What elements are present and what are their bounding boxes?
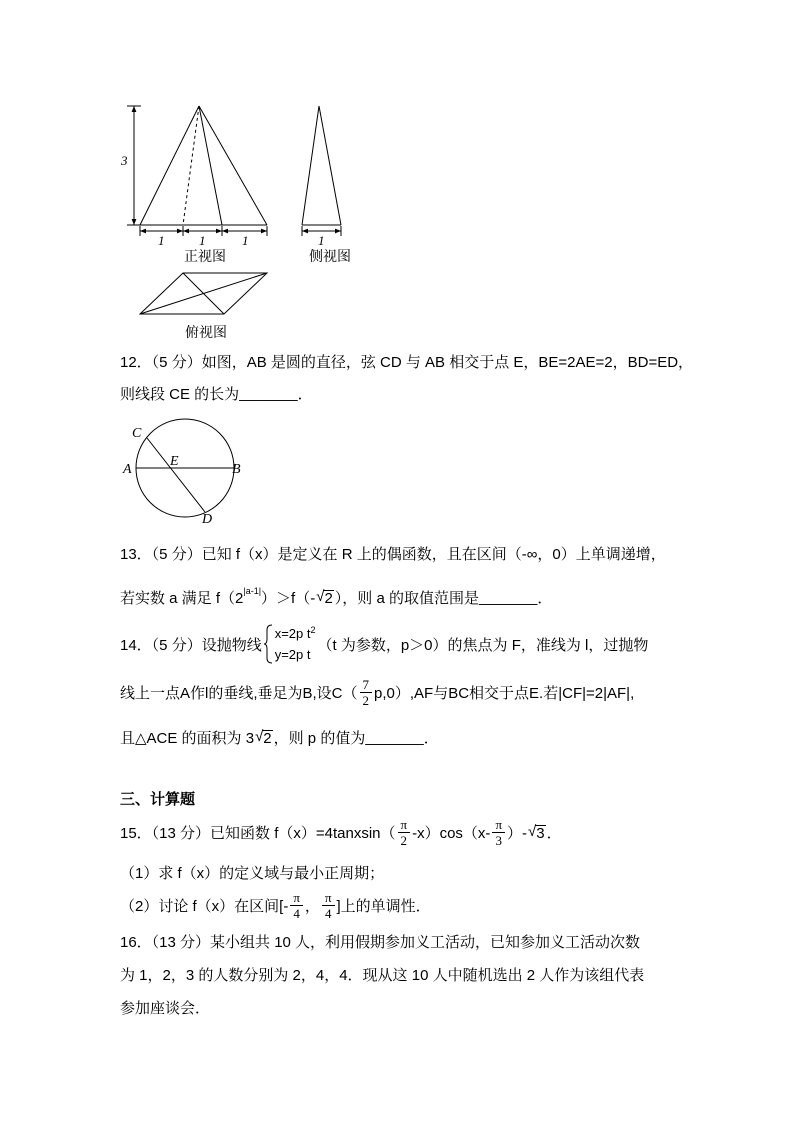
point-label-d: D <box>202 512 213 527</box>
numerator: π <box>492 817 505 833</box>
radicand: 2 <box>263 730 272 747</box>
denominator: 2 <box>400 832 408 848</box>
radicand: 3 <box>536 825 545 842</box>
q14-line-2 <box>120 672 634 712</box>
point-label-b: B <box>232 462 241 477</box>
side-right-edge <box>319 106 341 225</box>
three-view-figure <box>110 95 370 345</box>
height-label: 3 <box>121 153 128 168</box>
q12-text: 则线段 CE 的长为 <box>120 385 240 403</box>
q12-text: ． <box>297 385 313 403</box>
left-brace-icon <box>264 624 273 664</box>
q14-text: p,0）,AF与BC相交于点E.若|CF|=2|AF|, <box>374 684 635 702</box>
square-root <box>316 588 334 606</box>
front-inner-edge <box>199 106 222 225</box>
system-rows <box>275 624 316 664</box>
q14-text: 14．（5 分）设抛物线 <box>120 636 262 654</box>
equation-x: x=2p t <box>274 626 311 641</box>
radical-sign: √ <box>528 823 537 840</box>
numerator: π <box>322 890 335 906</box>
q12-line-2 <box>120 373 313 413</box>
fraction <box>322 890 335 921</box>
exponent: |a-1| <box>243 586 262 596</box>
q13-text: ． <box>537 589 553 607</box>
front-width-label-1: 1 <box>158 233 165 248</box>
circle-figure <box>110 420 260 530</box>
parametric-system <box>264 624 316 664</box>
q15-text: ）- <box>507 824 528 842</box>
radicand: 2 <box>324 590 333 607</box>
fraction <box>360 677 373 708</box>
q16-line-3 <box>120 987 210 1027</box>
side-left-edge <box>302 106 319 225</box>
front-width-label-2: 1 <box>199 233 206 248</box>
side-view <box>302 106 341 236</box>
q13-text: ）＞f（- <box>261 589 316 607</box>
point-label-a: A <box>123 462 132 477</box>
q15-text: （1）求 f（x）的定义域与最小正周期； <box>120 864 385 882</box>
q16-text: 为 1，2，3 的人数分别为 2，4，4．现从这 10 人中随机选出 2 人作为该组代表 <box>120 966 645 984</box>
top-view-short-diagonal <box>183 273 224 314</box>
q13-text: ），则 a 的取值范围是 <box>334 589 479 607</box>
section-title: 三、计算题 <box>120 790 196 808</box>
radical-sign: √ <box>316 588 325 605</box>
answer-blank: _______ <box>478 588 538 606</box>
square-root <box>255 728 273 746</box>
fraction <box>398 817 411 848</box>
top-view-caption: 俯视图 <box>185 324 227 340</box>
front-view-caption: 正视图 <box>184 248 226 264</box>
equation-y: y=2p t <box>274 647 311 662</box>
numerator: π <box>398 817 411 833</box>
numerator: 7 <box>360 677 373 693</box>
answer-blank: _______ <box>239 384 298 402</box>
q16-text: 16．（13 分）某小组共 10 人，利用假期参加义工活动，已知参加义工活动次数 <box>120 933 641 951</box>
q14-text: 且△ACE 的面积为 3 <box>120 729 255 747</box>
system-row-1 <box>275 624 316 645</box>
side-view-caption: 侧视图 <box>309 248 351 264</box>
square-root <box>528 823 546 841</box>
numerator: π <box>290 890 303 906</box>
q14-text: 线上一点A作l的垂线,垂足为B,设C（ <box>120 684 358 702</box>
point-label-c: C <box>132 426 142 441</box>
q14-text: ． <box>423 729 439 747</box>
front-left-edge <box>140 106 199 225</box>
fraction <box>492 817 505 848</box>
q13-text: 13．（5 分）已知 f（x）是定义在 R 上的偶函数，且在区间（-∞，0）上单调递增， <box>120 545 666 563</box>
fraction <box>290 890 303 921</box>
q15-text: 15．（13 分）已知函数 f（x）=4tanxsin（ <box>120 824 396 842</box>
denominator: 2 <box>362 692 370 708</box>
q15-line-3 <box>120 885 431 925</box>
q13-line-2 <box>120 577 552 617</box>
exponent: 2 <box>310 625 316 635</box>
q13-text: 若实数 a 满足 f（2 <box>120 589 244 607</box>
top-view <box>140 273 267 314</box>
point-label-e: E <box>170 454 179 469</box>
denominator: 4 <box>293 905 300 921</box>
q15-text: ]上的单调性． <box>336 897 431 915</box>
q12-text: 12．（5 分）如图，AB 是圆的直径，弦 CD 与 AB 相交于点 E，BE=2AE=2，BD=ED， <box>120 353 694 371</box>
q15-text: ， <box>304 897 320 915</box>
q14-line-1 <box>120 624 648 664</box>
q16-text: 参加座谈会． <box>120 999 211 1017</box>
denominator: 3 <box>495 832 502 848</box>
denominator: 4 <box>324 905 332 921</box>
side-width-label: 1 <box>318 233 325 248</box>
q14-text: （t 为参数，p＞0）的焦点为 F，准线为 l，过抛物 <box>317 636 649 654</box>
front-view <box>127 106 267 236</box>
chord-cd <box>147 438 205 512</box>
q15-text: ． <box>546 824 562 842</box>
q15-text: （2）讨论 f（x）在区间[- <box>120 897 289 915</box>
front-right-edge <box>199 106 267 225</box>
q15-line-1 <box>120 812 562 852</box>
q13-line-1 <box>120 533 666 573</box>
q14-line-3 <box>120 717 439 757</box>
q15-text: -x）cos（x- <box>412 824 491 842</box>
q14-text: ，则 p 的值为 <box>273 729 366 747</box>
radical-sign: √ <box>255 728 264 745</box>
answer-blank: _______ <box>365 728 424 746</box>
front-width-label-3: 1 <box>242 233 249 248</box>
front-hidden-edge <box>183 106 199 225</box>
